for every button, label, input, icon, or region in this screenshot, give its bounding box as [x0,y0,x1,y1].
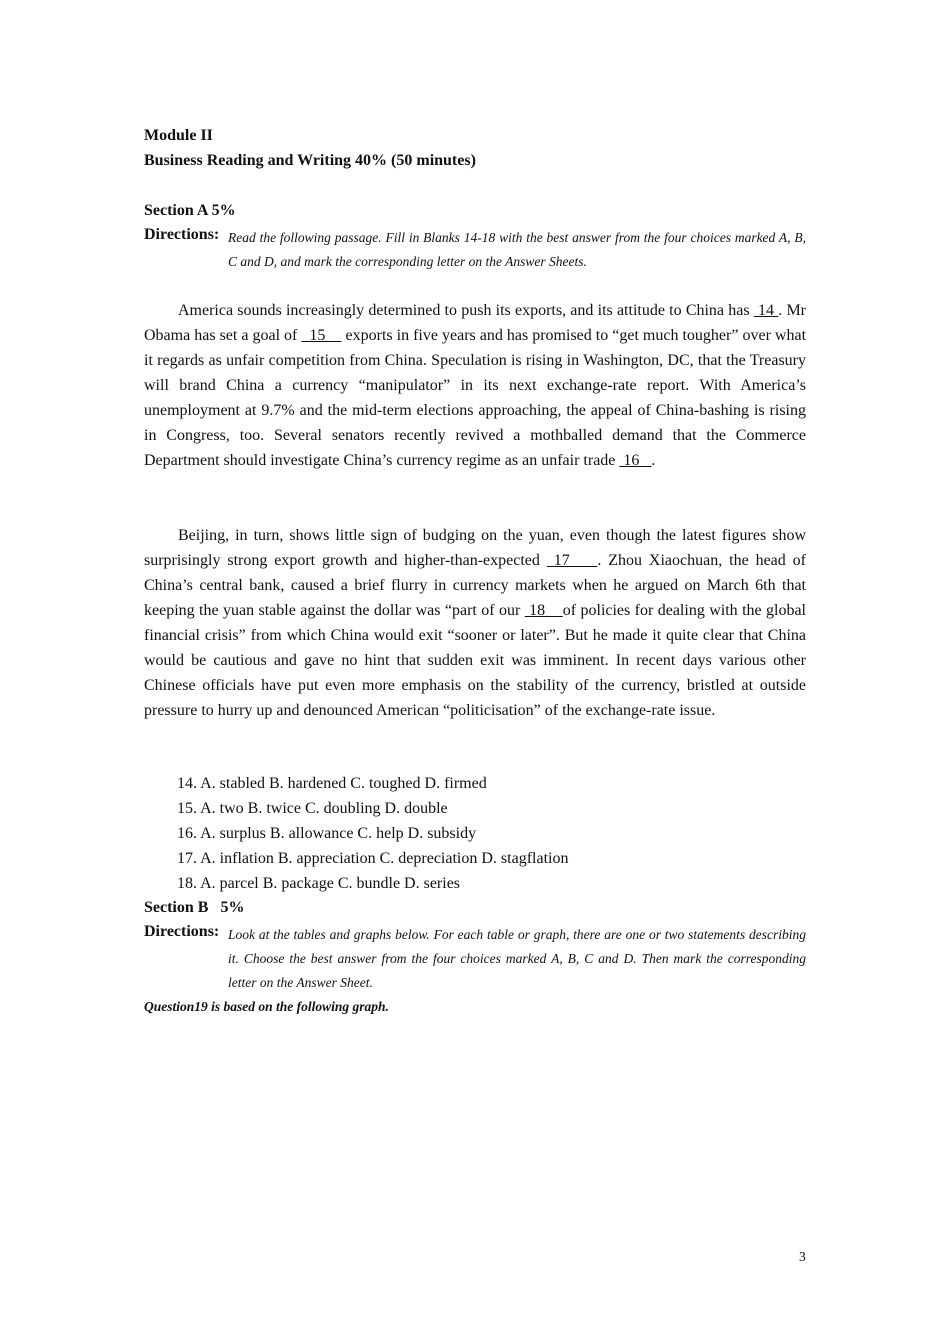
directions-label: Directions: [144,226,220,243]
page-number: 3 [799,1249,806,1264]
directions-text: Look at the tables and graphs below. For each table or graph, there are one or two statements describing it. Choose the best answer from the four choices marked A, B, C and D. Then mark the corresponding letter on the Answer Sheet. [228,927,806,990]
section-a-title: Section A 5% [144,202,236,219]
module-title: Module II [144,127,213,144]
passage-paragraph-1: America sounds increasingly determined to push its exports, and its attitude to China has 14 . Mr Obama has set a goal of 15 exports in five years and has promised to “get much tougher” over what it regards as unfair competition from China. Speculation is rising in Washington, DC, that the Treasury will brand China a currency “manipulator” in its next exchange-rate report. With America’s unemployment at 9.7% and the mid-term elections approaching, the appeal of China-bashing is rising in Congress, too. Several senators recently revived a mothballed demand that the Commerce Department should investigate China’s currency regime as an unfair trade 16 . [144,302,807,469]
section-b-directions [144,923,806,995]
blank-15: 15 [301,327,342,344]
blank-16: 16 [619,452,652,469]
question-15: 15. A. two B. twice C. doubling D. double [177,800,448,817]
blank-18: 18 [524,602,563,619]
directions-text: Read the following passage. Fill in Blanks 14-18 with the best answer from the four choices marked A, B, C and D, and mark the corresponding letter on the Answer Sheets. [228,230,806,269]
blank-17: 17 [546,552,598,569]
directions-label: Directions: [144,923,220,940]
section-b-title: Section B 5% [144,899,245,916]
passage-paragraph-2: Beijing, in turn, shows little sign of budging on the yuan, even though the latest figures show surprisingly strong export growth and higher-than-expected 17 . Zhou Xiaochuan, the head of China’s central bank, caused a brief flurry in currency markets when he argued on March 6th that keeping the yuan stable against the dollar was “part of our 18 of policies for dealing with the global financial crisis” from which China would exit “sooner or later”. But he made it quite clear that China would be cautious and gave no hint that sudden exit was imminent. In recent days various other Chinese officials have put even more emphasis on the stability of the currency, bristled at outside pressure to hurry up and denounced American “politicisation” of the exchange-rate issue. [144,527,807,719]
question-14: 14. A. stabled B. hardened C. toughed D. firmed [177,775,487,792]
question-18: 18. A. parcel B. package C. bundle D. series [177,875,461,892]
question-17: 17. A. inflation B. appreciation C. depreciation D. stagflation [177,850,569,867]
section-a-directions [144,226,806,274]
blank-14: 14 [753,302,779,319]
question-16: 16. A. surplus B. allowance C. help D. subsidy [177,825,477,842]
question-19-note: Question19 is based on the following graph. [144,999,389,1014]
module-subtitle: Business Reading and Writing 40% (50 minutes) [144,152,476,169]
